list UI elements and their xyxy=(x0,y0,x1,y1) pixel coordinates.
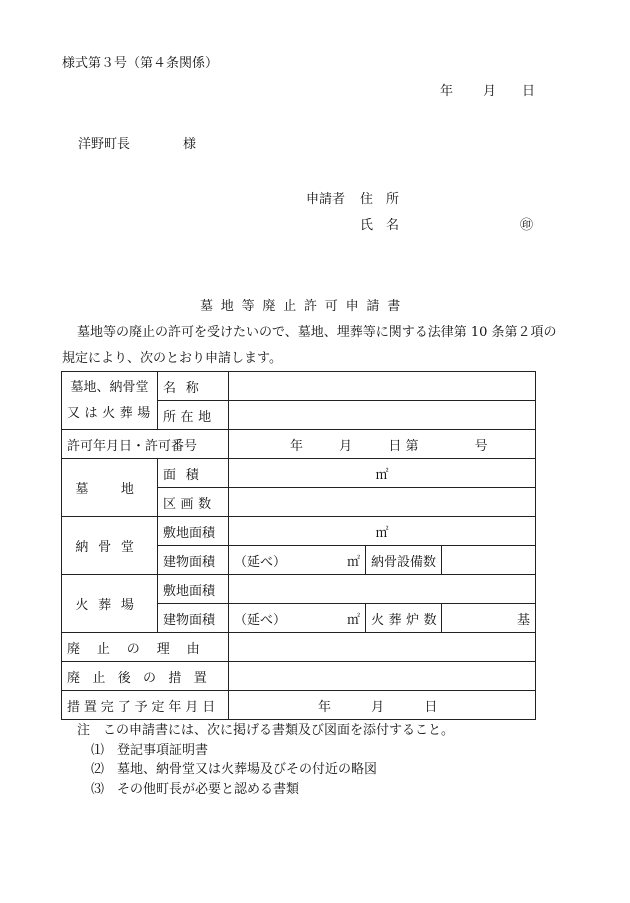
notes-item: ⑶ その他町長が必要と認める書類 xyxy=(91,781,300,797)
nokotsudo-building-area-field[interactable] xyxy=(229,546,366,575)
nokotsudo-label: 納骨堂 xyxy=(62,517,158,575)
name-label: 名称 xyxy=(158,372,229,401)
permit-field[interactable] xyxy=(229,430,536,459)
intro-text-line1: 墓地等の廃止の許可を受けたいので、墓地、埋葬等に関する法律第 10 条第２項の xyxy=(77,325,557,340)
kasoba-site-area-label: 敷地面積 xyxy=(158,575,229,604)
date-month: 月 xyxy=(483,84,497,99)
reason-label: 廃止の理由 xyxy=(62,633,229,662)
kasoba-label: 火葬場 xyxy=(62,575,158,633)
reason-field[interactable] xyxy=(229,633,536,662)
nobe-label: （延べ） xyxy=(234,612,287,628)
completion-month: 月 xyxy=(371,699,385,715)
bochi-label: 墓 地 xyxy=(62,459,158,517)
facility-label-b: 又は火葬場 xyxy=(67,405,155,421)
permit-label: 許可年月日・許可番号 xyxy=(62,430,229,459)
facility-label-a: 墓地、納骨堂 xyxy=(70,379,149,395)
applicant-label: 申請者 xyxy=(306,192,346,207)
bochi-sections-label: 区画数 xyxy=(158,488,229,517)
permit-number: 号 xyxy=(474,438,488,454)
kasoba-building-area-label: 建物面積 xyxy=(158,604,229,633)
facility-label xyxy=(62,372,158,430)
kasoba-site-area-field[interactable] xyxy=(229,575,536,604)
nokotsudo-site-area-label: 敷地面積 xyxy=(158,517,229,546)
furnace-count-field[interactable]: 基 xyxy=(442,604,536,633)
completion-label: 措置完了予定年月日 xyxy=(62,691,229,720)
applicant-address-label: 住 所 xyxy=(360,192,400,207)
after-measures-label: 廃止後の措置 xyxy=(62,662,229,691)
seal-mark: ㊞ xyxy=(520,218,534,233)
kasoba-building-area-field[interactable] xyxy=(229,604,366,633)
notes-lead: 注 この申請書には、次に掲げる書類及び図面を添付すること。 xyxy=(77,723,455,738)
furnace-count-label: 火葬炉数 xyxy=(366,604,442,633)
intro-text-line2: 規定により、次のとおり申請します。 xyxy=(62,351,282,366)
notes-item: ⑴ 登記事項証明書 xyxy=(91,742,209,758)
notes-item: ⑵ 墓地、納骨堂又は火葬場及びその付近の略図 xyxy=(91,762,378,777)
name-field[interactable] xyxy=(229,372,536,401)
nobe-label: （延べ） xyxy=(234,554,287,570)
unit-m2: ㎡ xyxy=(346,554,360,570)
permit-day-no: 日 第 xyxy=(388,438,419,454)
bochi-sections-field[interactable] xyxy=(229,488,536,517)
notes xyxy=(77,721,454,799)
date-day: 日 xyxy=(522,84,536,99)
nokotsudo-site-area-field[interactable]: ㎡ xyxy=(229,517,536,546)
unit-m2: ㎡ xyxy=(346,612,360,628)
location-field[interactable] xyxy=(229,401,536,430)
date-year: 年 xyxy=(440,84,454,99)
nokotsudo-building-area-label: 建物面積 xyxy=(158,546,229,575)
completion-year: 年 xyxy=(318,699,332,715)
applicant-name-label: 氏 名 xyxy=(360,218,400,233)
addressee-honorific: 様 xyxy=(183,137,197,152)
after-measures-field[interactable] xyxy=(229,662,536,691)
bochi-area-field[interactable]: ㎡ xyxy=(229,459,536,488)
document-title: 墓地等廃止許可申請書 xyxy=(200,299,409,314)
location-label: 所在地 xyxy=(158,401,229,430)
bochi-area-label: 面積 xyxy=(158,459,229,488)
application-table xyxy=(61,371,536,720)
completion-field[interactable] xyxy=(229,691,536,720)
addressee-name: 洋野町長 xyxy=(78,137,131,152)
facility-count-label: 納骨設備数 xyxy=(366,546,442,575)
facility-count-field[interactable] xyxy=(442,546,536,575)
completion-day: 日 xyxy=(424,699,438,715)
permit-year: 年 xyxy=(290,438,304,454)
form-number: 様式第３号（第４条関係） xyxy=(62,56,219,71)
permit-month: 月 xyxy=(339,438,353,454)
